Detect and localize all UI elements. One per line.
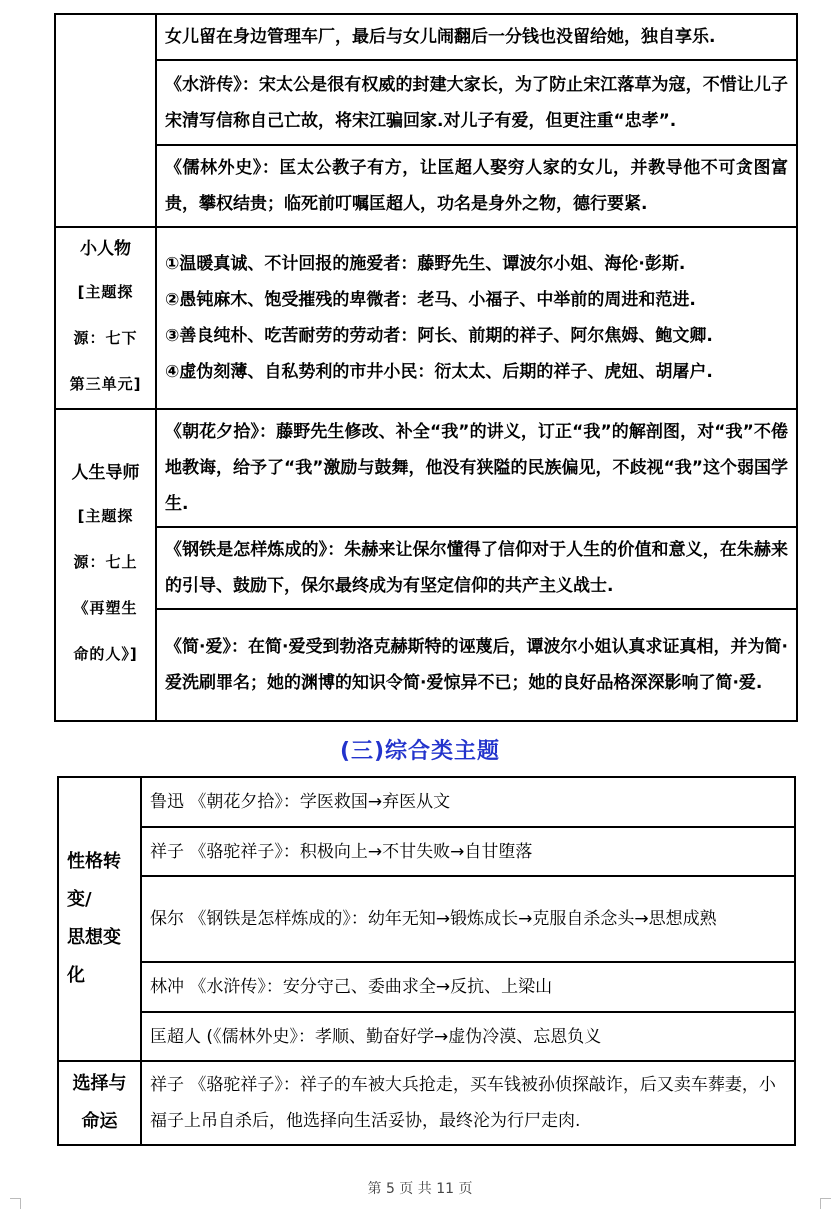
row-title: 人生导师 [71, 463, 140, 483]
table-row [55, 409, 797, 527]
page-footer: 第 5 页 共 11 页 [367, 1181, 473, 1197]
row-title-line: 性格转 [67, 851, 121, 872]
row-title-line: 命运 [81, 1111, 118, 1132]
theme-source-note-line: 源：七下 [73, 329, 138, 347]
table-cell: 女儿留在身边管理车厂，最后与女儿闹翻后一分钱也没留给她，独自享乐. [156, 14, 797, 60]
theme-table-people [54, 13, 798, 722]
table-row [58, 962, 795, 1012]
page-corner-mark [820, 1198, 831, 1209]
row-title-line: 化 [67, 965, 85, 986]
table-cell: 《朝花夕拾》：藤野先生修改、补全“我”的讲义，订正“我”的解剖图，对“我”不倦地教诲，给予了“我”激励与鼓舞，他没有狭隘的民族偏见，不歧视“我”这个弱国学生. [156, 409, 797, 527]
table-row [55, 14, 797, 60]
page-corner-mark [10, 1198, 21, 1209]
theme-table-comprehensive [57, 776, 796, 1146]
theme-source-note-line: [主题探 [77, 283, 134, 301]
row-title-line: 思想变 [67, 927, 121, 948]
row-title-line: 变/ [67, 889, 92, 910]
table-cell: 《水浒传》：宋太公是很有权威的封建大家长，为了防止宋江落草为寇，不惜让儿子宋清写信称自己亡故，将宋江骗回家.对儿子有爱，但更注重“忠孝”. [156, 60, 797, 145]
theme-source-note-line: 第三单元] [69, 375, 142, 393]
list-item: ①温暖真诚、不计回报的施爱者：藤野先生、谭波尔小姐、海伦·彭斯. [165, 254, 686, 274]
table-cell: 匡超人 (《儒林外史》：孝顺、勤奋好学→虚伪冷漠、忘恩负义 [141, 1012, 795, 1061]
table-cell: 祥子 《骆驼祥子》：积极向上→不甘失败→自甘堕落 [141, 827, 795, 876]
row-label-fate [58, 1061, 141, 1145]
theme-source-note-line: [主题探 [77, 507, 134, 525]
list-item: ②愚钝麻木、饱受摧残的卑微者：老马、小福子、中举前的周进和范进. [165, 290, 696, 310]
table-row [58, 876, 795, 962]
table-row [55, 527, 797, 609]
table-row [55, 227, 797, 409]
table-row [58, 1012, 795, 1061]
table-cell: 鲁迅 《朝花夕拾》：学医救国→弃医从文 [141, 777, 795, 827]
table-cell: 林冲 《水浒传》：安分守己、委曲求全→反抗、上梁山 [141, 962, 795, 1012]
list-item: ③善良纯朴、吃苦耐劳的劳动者：阿长、前期的祥子、阿尔焦姆、鲍文卿. [165, 326, 713, 346]
theme-source-note-line: 《再塑生 [73, 599, 138, 617]
table-row [55, 609, 797, 721]
table-row [58, 1061, 795, 1145]
table-cell: 《钢铁是怎样炼成的》：朱赫来让保尔懂得了信仰对于人生的价值和意义，在朱赫来的引导、鼓励下，保尔最终成为有坚定信仰的共产主义战士. [156, 527, 797, 609]
table-cell: 《简·爱》：在简·爱受到勃洛克赫斯特的诬蔑后，谭波尔小姐认真求证真相，并为简·爱洗刷罪名；她的渊博的知识令简·爱惊异不已；她的良好品格深深影响了简·爱. [156, 609, 797, 721]
row-label-small-people [55, 227, 156, 409]
row-label-mentor [55, 409, 156, 721]
table-row [58, 777, 795, 827]
table-cell [156, 227, 797, 409]
list-item: ④虚伪刻薄、自私势利的市井小民：衍太太、后期的祥子、虎妞、胡屠户. [165, 362, 713, 382]
table-row [55, 145, 797, 227]
empty-label-cell [55, 14, 156, 227]
table-cell: 保尔 《钢铁是怎样炼成的》：幼年无知→锻炼成长→克服自杀念头→思想成熟 [141, 876, 795, 962]
table-cell: 祥子 《骆驼祥子》：祥子的车被大兵抢走，买车钱被孙侦探敲诈，后又卖车葬妻，小福子上吊自杀后，他选择向生活妥协，最终沦为行尸走肉. [141, 1061, 795, 1145]
row-title-line: 选择与 [72, 1073, 127, 1094]
theme-source-note-line: 源：七上 [73, 553, 138, 571]
table-row [55, 60, 797, 145]
table-row [58, 827, 795, 876]
row-title: 小人物 [80, 239, 131, 259]
table-cell: 《儒林外史》：匡太公教子有方，让匡超人娶穷人家的女儿，并教导他不可贪图富贵，攀权结贵；临死前叮嘱匡超人，功名是身外之物，德行要紧. [156, 145, 797, 227]
theme-source-note-line: 命的人》] [73, 645, 138, 663]
section-heading: (三)综合类主题 [339, 739, 501, 764]
row-label-change [58, 777, 141, 1061]
